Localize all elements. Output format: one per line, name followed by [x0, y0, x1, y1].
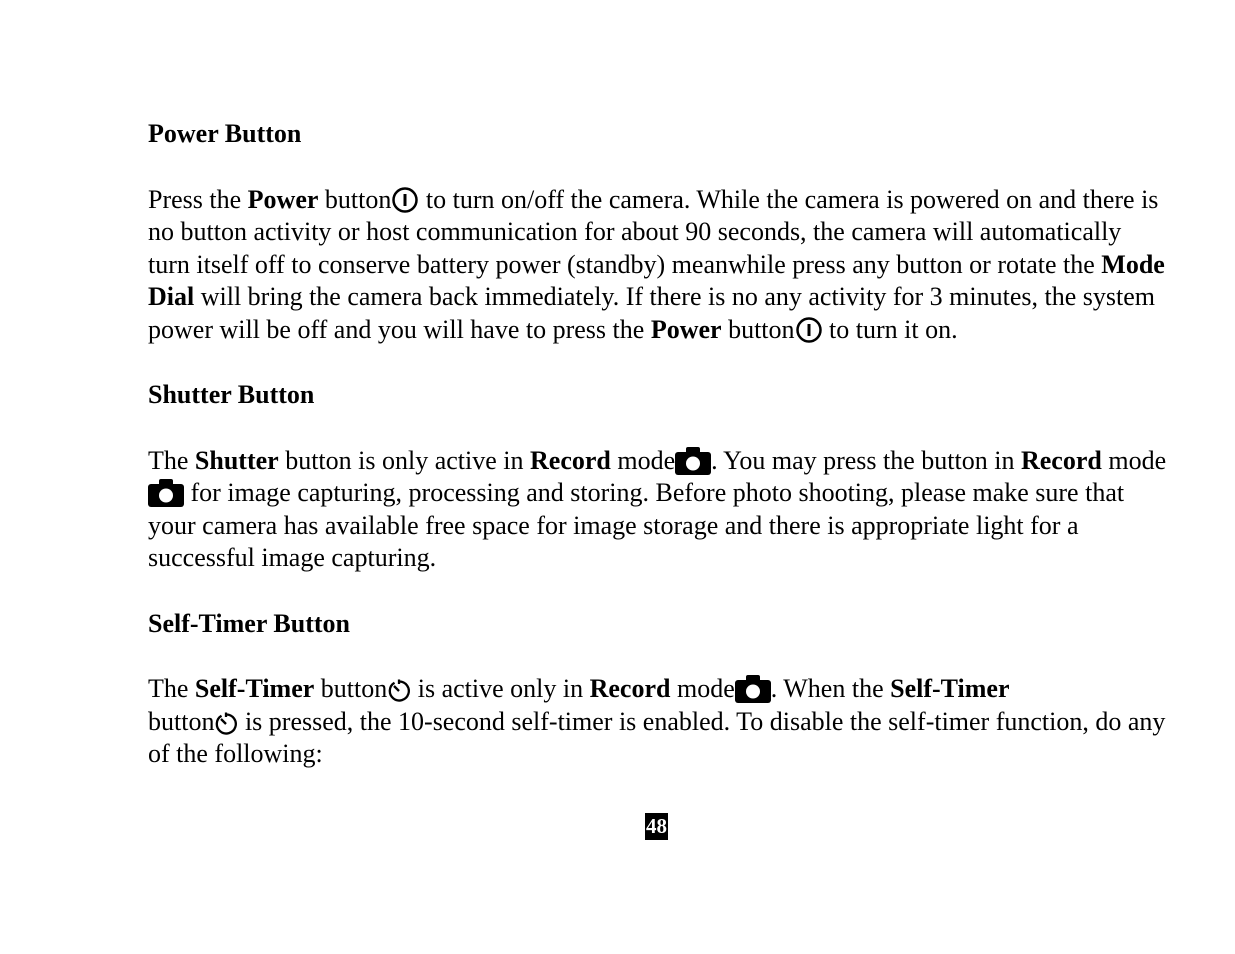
- manual-page: [148, 118, 1168, 771]
- power-paragraph: Press the Power button to turn on/off the camera. While the camera is powered on and there is no button activity or host communication for about 90 seconds, the camera will automatically turn itself off to conserve battery power (standby) meanwhile press any button or rotate the Mode Dial will bring the camera back immediately. If there is no any activity for 3 minutes, the system power will be off and you will have to press the Power button to turn it on.: [148, 184, 1165, 344]
- self-timer-icon: [387, 677, 411, 703]
- self-timer-paragraph: The Self-Timer button is active only in Record mode . When the Self-Timer button is pressed, the 10-second self-timer is enabled. To disable the self-timer function, do any of the following:: [148, 674, 1166, 768]
- section-heading-shutter: Shutter Button: [148, 380, 315, 409]
- section-heading-power: Power Button: [148, 119, 302, 148]
- camera-icon: [735, 675, 771, 703]
- section-heading-self-timer: Self-Timer Button: [148, 608, 350, 638]
- power-icon: [795, 316, 823, 344]
- page-number: 48: [646, 814, 667, 838]
- shutter-paragraph: The Shutter button is only active in Record mode . You may press the button in Record mode for image capturing, processing and storing. Before photo shooting, please make sure that your camera has available free space for image storage and there is appropriate light for a successful image capturing.: [148, 445, 1167, 572]
- camera-icon: [148, 479, 184, 507]
- camera-icon: [675, 447, 711, 475]
- self-timer-icon: [214, 710, 238, 736]
- power-icon: [391, 186, 419, 214]
